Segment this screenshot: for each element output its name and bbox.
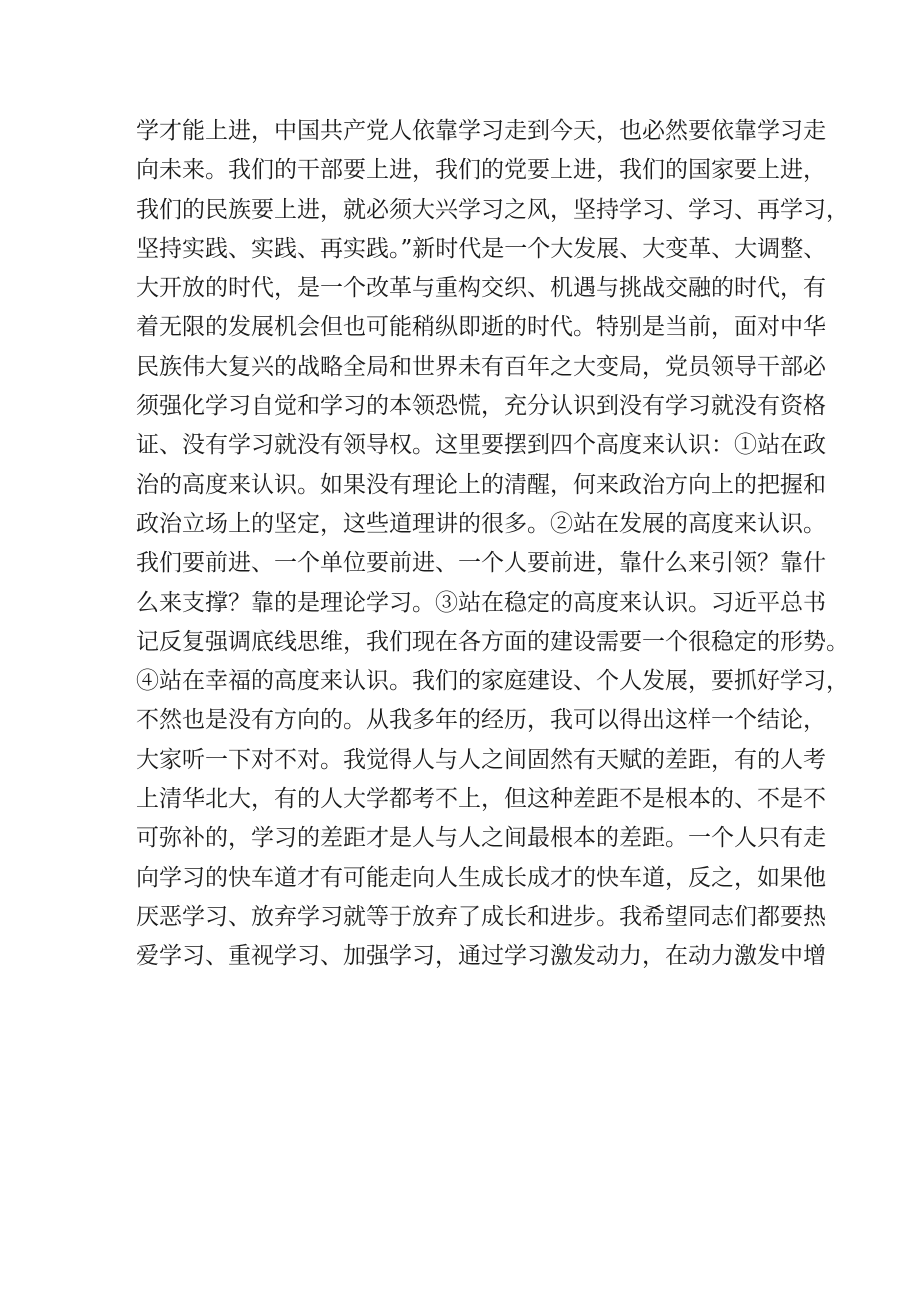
text-line: 向未来。我们的干部要上进，我们的党要上进，我们的国家要上进， [136,157,826,184]
text-line: 可弥补的，学习的差距才是人与人之间最根本的差距。一个人只有走 [136,825,826,852]
text-line: 不然也是没有方向的。从我多年的经历，我可以得出这样一个结论， [136,707,826,734]
text-line: 向学习的快车道才有可能走向人生成长成才的快车道，反之，如果他 [136,864,826,891]
text-line: 爱学习、重视学习、加强学习，通过学习激发动力，在动力激发中增 [136,943,826,970]
text-line: 大家听一下对不对。我觉得人与人之间固然有天赋的差距，有的人考 [136,746,826,773]
text-line: 厌恶学习、放弃学习就等于放弃了成长和进步。我希望同志们都要热 [136,903,826,930]
body-paragraph [136,112,849,977]
text-line: 民族伟大复兴的战略全局和世界未有百年之大变局，党员领导干部必 [136,353,826,380]
text-line: 坚持实践、实践、再实践。”新时代是一个大发展、大变革、大调整、 [136,235,827,262]
text-line: 须强化学习自觉和学习的本领恐慌，充分认识到没有学习就没有资格 [136,393,826,420]
text-line: 上清华北大，有的人大学都考不上，但这种差距不是根本的、不是不 [136,786,826,813]
text-line: 政治立场上的坚定，这些道理讲的很多。②站在发展的高度来认识。 [136,510,826,537]
text-line: 么来支撑？靠的是理论学习。③站在稳定的高度来认识。习近平总书 [136,589,826,616]
text-line: ④站在幸福的高度来认识。我们的家庭建设、个人发展，要抓好学习， [136,668,849,695]
text-line: 我们的民族要上进，就必须大兴学习之风，坚持学习、学习、再学习， [136,196,849,223]
text-line: 证、没有学习就没有领导权。这里要摆到四个高度来认识：①站在政 [136,432,826,459]
text-line: 着无限的发展机会但也可能稍纵即逝的时代。特别是当前，面对中华 [136,314,826,341]
text-line: 大开放的时代，是一个改革与重构交织、机遇与挑战交融的时代，有 [136,275,826,302]
text-line: 治的高度来认识。如果没有理论上的清醒，何来政治方向上的把握和 [136,471,826,498]
text-line: 我们要前进、一个单位要前进、一个人要前进，靠什么来引领？靠什 [136,550,826,577]
text-line: 学才能上进，中国共产党人依靠学习走到今天，也必然要依靠学习走 [136,118,826,144]
text-line: 记反复强调底线思维，我们现在各方面的建设需要一个很稳定的形势。 [136,628,849,655]
